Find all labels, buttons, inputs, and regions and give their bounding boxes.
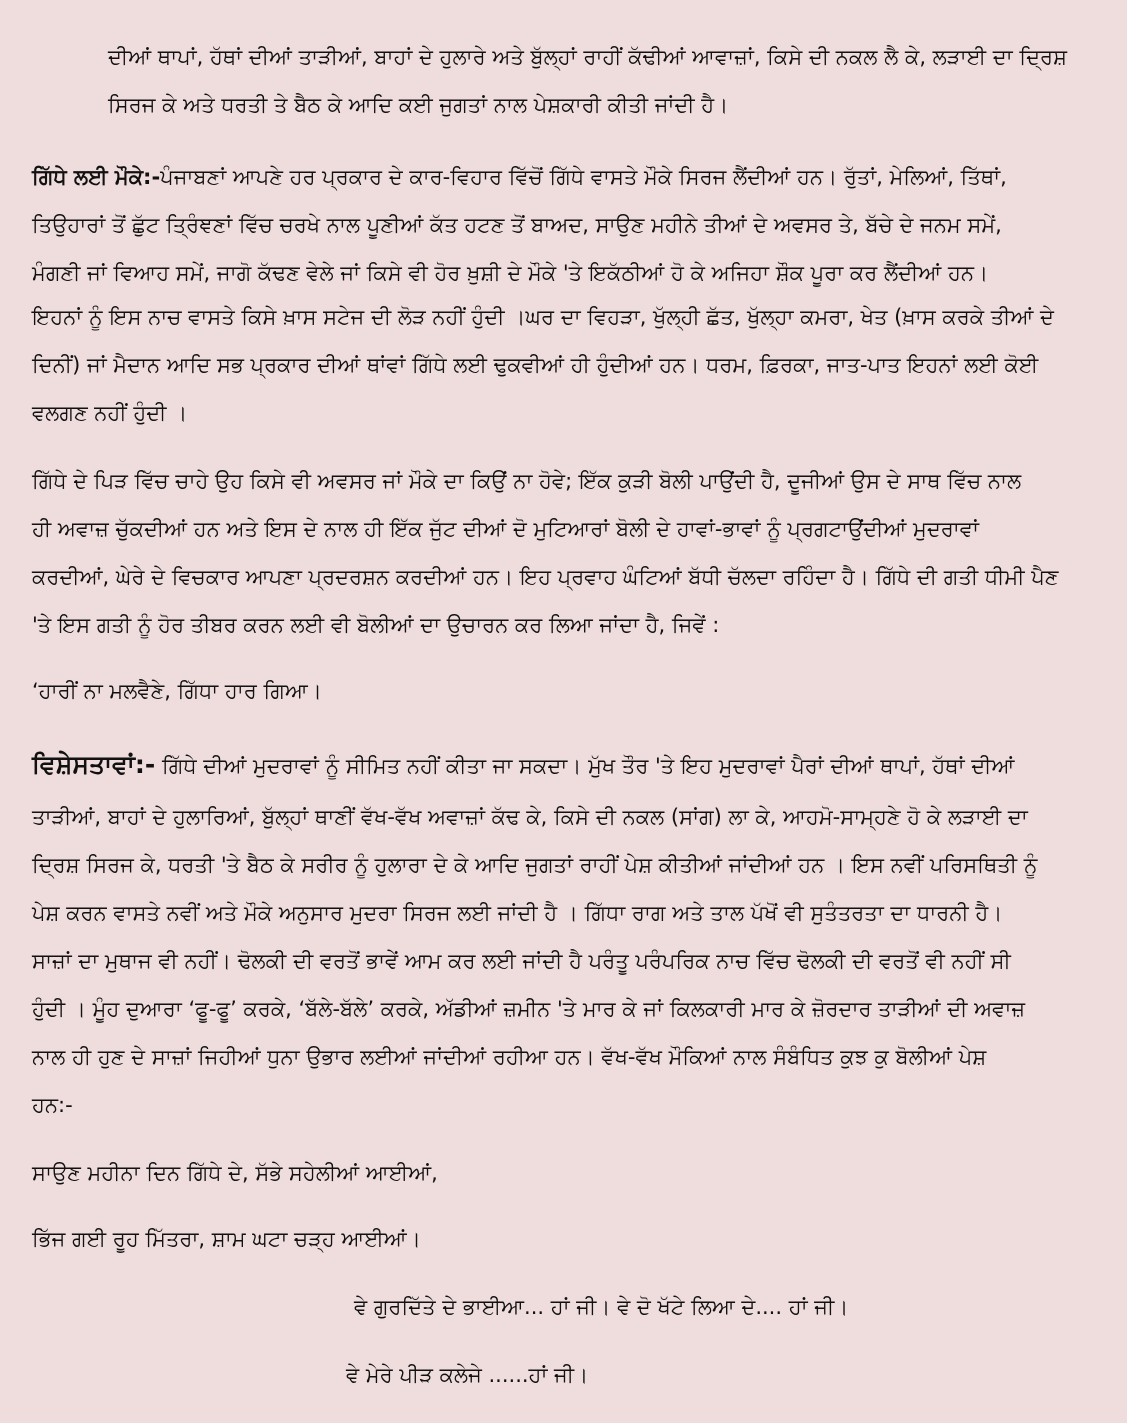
verse-line-3: ਵੇ ਗੁਰਦਿੱਤੇ ਦੇ ਭਾਈਆ... ਹਾਂ ਜੀ। ਵੇ ਦੋ ਖੱਟੇ ਲਿਆ ਦੇ.... ਹਾਂ ਜੀ। (354, 1295, 849, 1319)
occasions-line-5: ਦਿਨੀਂ) ਜਾਂ ਮੈਦਾਨ ਆਦਿ ਸਭ ਪ੍ਰਕਾਰ ਦੀਆਂ ਥਾਂਵਾਂ ਗਿੱਧੇ ਲਈ ਢੁਕਵੀਆਂ ਹੀ ਹੁੰਦੀਆਂ ਹਨ। ਧਰਮ, ਫ਼ਿਰਕਾ, ਜਾਤ-ਪਾਤ ਇਹਨਾਂ ਲਈ ਕੋਈ (32, 353, 1039, 377)
features-line-3: ਦ੍ਰਿਸ਼ ਸਿਰਜ ਕੇ, ਧਰਤੀ 'ਤੇ ਬੈਠ ਕੇ ਸਰੀਰ ਨੂੰ ਹੁਲਾਰਾ ਦੇ ਕੇ ਆਦਿ ਜੁਗਤਾਂ ਰਾਹੀਂ ਪੇਸ਼ ਕੀਤੀਆਂ ਜਾਂਦੀਆਂ ਹਨ । ਇਸ ਨਵੀਂ ਪਰਿਸਥਿਤੀ ਨੂੰ (32, 853, 1038, 877)
occasions-line-6: ਵਲਗਣ ਨਹੀਂ ਹੁੰਦੀ । (32, 401, 188, 425)
verse-line-2: ਭਿੱਜ ਗਈ ਰੂਹ ਮਿੱਤਰਾ, ਸ਼ਾਮ ਘਟਾ ਚੜ੍ਹ ਆਈਆਂ। (32, 1227, 421, 1251)
occasions-heading: ਗਿੱਧੇ ਲਈ ਮੌਕੇ:- (32, 165, 161, 189)
features-paragraph-line-1 (32, 750, 1014, 781)
intro-line-2: ਸਿਰਜ ਕੇ ਅਤੇ ਧਰਤੀ ਤੇ ਬੈਠ ਕੇ ਆਦਿ ਕਈ ਜੁਗਤਾਂ ਨਾਲ ਪੇਸ਼ਕਾਰੀ ਕੀਤੀ ਜਾਂਦੀ ਹੈ। (108, 93, 729, 117)
features-line-1-text: ਗਿੱਧੇ ਦੀਆਂ ਮੁਦਰਾਵਾਂ ਨੂੰ ਸੀਮਿਤ ਨਹੀਂ ਕੀਤਾ ਜਾ ਸਕਦਾ। ਮੁੱਖ ਤੌਰ 'ਤੇ ਇਹ ਮੁਦਰਾਵਾਂ ਪੈਰਾਂ ਦੀਆਂ ਥਾਪਾਂ, ਹੱਥਾਂ ਦੀਆਂ (161, 754, 1015, 778)
occasions-line-2: ਤਿਉਹਾਰਾਂ ਤੋਂ ਛੁੱਟ ਤ੍ਰਿੰਞਣਾਂ ਵਿੱਚ ਚਰਖੇ ਨਾਲ ਪੂਣੀਆਂ ਕੱਤ ਹਟਣ ਤੋਂ ਬਾਅਦ, ਸਾਉਣ ਮਹੀਨੇ ਤੀਆਂ ਦੇ ਅਵਸਰ ਤੇ, ਬੱਚੇ ਦੇ ਜਨਮ ਸਮੇਂ, (32, 213, 1002, 237)
features-line-7: ਨਾਲ ਹੀ ਹੁਣ ਦੇ ਸਾਜ਼ਾਂ ਜਿਹੀਆਂ ਧੁਨਾ ਉਭਾਰ ਲਈਆਂ ਜਾਂਦੀਆਂ ਰਹੀਆ ਹਨ। ਵੱਖ-ਵੱਖ ਮੌਕਿਆਂ ਨਾਲ ਸੰਬੰਧਿਤ ਕੁਝ ਕੁ ਬੋਲੀਆਂ ਪੇਸ਼ (32, 1045, 987, 1069)
features-line-6: ਹੁੰਦੀ । ਮੂੰਹ ਦੁਆਰਾ ‘ਫੂ-ਫੂ’ ਕਰਕੇ, ‘ਬੱਲੇ-ਬੱਲੇ’ ਕਰਕੇ, ਅੱਡੀਆਂ ਜ਼ਮੀਨ 'ਤੇ ਮਾਰ ਕੇ ਜਾਂ ਕਿਲਕਾਰੀ ਮਾਰ ਕੇ ਜ਼ੋਰਦਾਰ ਤਾੜੀਆਂ ਦੀ ਅਵਾਜ਼ (32, 997, 1026, 1021)
features-line-5: ਸਾਜ਼ਾਂ ਦਾ ਮੁਥਾਜ ਵੀ ਨਹੀਂ। ਢੋਲਕੀ ਦੀ ਵਰਤੋਂ ਭਾਵੇਂ ਆਮ ਕਰ ਲਈ ਜਾਂਦੀ ਹੈ ਪਰੰਤੂ ਪਰੰਪਰਿਕ ਨਾਚ ਵਿੱਚ ਢੋਲਕੀ ਦੀ ਵਰਤੋਂ ਵੀ ਨਹੀਂ ਸੀ (32, 949, 1011, 973)
features-line-8: ਹਨ:- (32, 1093, 73, 1117)
intro-line-1: ਦੀਆਂ ਥਾਪਾਂ, ਹੱਥਾਂ ਦੀਆਂ ਤਾੜੀਆਂ, ਬਾਹਾਂ ਦੇ ਹੁਲਾਰੇ ਅਤੇ ਬੁੱਲ੍ਹਾਂ ਰਾਹੀਂ ਕੱਢੀਆਂ ਆਵਾਜ਼ਾਂ, ਕਿਸੇ ਦੀ ਨਕਲ ਲੈ ਕੇ, ਲੜਾਈ ਦਾ ਦ੍ਰਿਸ਼ (108, 45, 1068, 69)
circle-line-1: ਗਿੱਧੇ ਦੇ ਪਿੜ ਵਿੱਚ ਚਾਹੇ ਉਹ ਕਿਸੇ ਵੀ ਅਵਸਰ ਜਾਂ ਮੌਕੇ ਦਾ ਕਿਉਂ ਨਾ ਹੋਵੇ; ਇੱਕ ਕੁੜੀ ਬੋਲੀ ਪਾਉਂਦੀ ਹੈ, ਦੂਜੀਆਂ ਉਸ ਦੇ ਸਾਥ ਵਿੱਚ ਨਾਲ (32, 469, 1022, 493)
quote-line: ‘ਹਾਰੀਂ ਨਾ ਮਲਵੈਣੇ, ਗਿੱਧਾ ਹਾਰ ਗਿਆ। (32, 679, 322, 703)
occasions-line-4: ਇਹਨਾਂ ਨੂੰ ਇਸ ਨਾਚ ਵਾਸਤੇ ਕਿਸੇ ਖ਼ਾਸ ਸਟੇਜ ਦੀ ਲੋੜ ਨਹੀਂ ਹੁੰਦੀ ।ਘਰ ਦਾ ਵਿਹੜਾ, ਖੁੱਲ੍ਹੀ ਛੱਤ, ਖੁੱਲ੍ਹਾ ਕਮਰਾ, ਖੇਤ (ਖ਼ਾਸ ਕਰਕੇ ਤੀਆਂ ਦੇ (32, 305, 1054, 329)
occasions-line-3: ਮੰਗਣੀ ਜਾਂ ਵਿਆਹ ਸਮੇਂ, ਜਾਗੋ ਕੱਢਣ ਵੇਲੇ ਜਾਂ ਕਿਸੇ ਵੀ ਹੋਰ ਖ਼ੁਸ਼ੀ ਦੇ ਮੌਕੇ 'ਤੇ ਇਕੱਠੀਆਂ ਹੋ ਕੇ ਅਜਿਹਾ ਸ਼ੌਕ ਪੂਰਾ ਕਰ ਲੈਂਦੀਆਂ ਹਨ। (32, 261, 989, 285)
circle-line-3: ਕਰਦੀਆਂ, ਘੇਰੇ ਦੇ ਵਿਚਕਾਰ ਆਪਣਾ ਪ੍ਰਦਰਸ਼ਨ ਕਰਦੀਆਂ ਹਨ। ਇਹ ਪ੍ਰਵਾਹ ਘੰਟਿਆਂ ਬੱਧੀ ਚੱਲਦਾ ਰਹਿੰਦਾ ਹੈ। ਗਿੱਧੇ ਦੀ ਗਤੀ ਧੀਮੀ ਪੈਣ (32, 565, 1059, 589)
occasions-line-1-text: ਪੰਜਾਬਣਾਂ ਆਪਣੇ ਹਰ ਪ੍ਰਕਾਰ ਦੇ ਕਾਰ-ਵਿਹਾਰ ਵਿੱਚੋਂ ਗਿੱਧੇ ਵਾਸਤੇ ਮੌਕੇ ਸਿਰਜ ਲੈਂਦੀਆਂ ਹਨ। ਰੁੱਤਾਂ, ਮੇਲਿਆਂ, ਤਿੱਥਾਂ, (160, 165, 1007, 189)
verse-line-1: ਸਾਉਣ ਮਹੀਨਾ ਦਿਨ ਗਿੱਧੇ ਦੇ, ਸੱਭੇ ਸਹੇਲੀਆਂ ਆਈਆਂ, (32, 1161, 438, 1185)
circle-line-2: ਹੀ ਅਵਾਜ਼ ਚੁੱਕਦੀਆਂ ਹਨ ਅਤੇ ਇਸ ਦੇ ਨਾਲ ਹੀ ਇੱਕ ਜੁੱਟ ਦੀਆਂ ਦੋ ਮੁਟਿਆਰਾਂ ਬੋਲੀ ਦੇ ਹਾਵਾਂ-ਭਾਵਾਂ ਨੂੰ ਪ੍ਰਗਟਾਉਂਦੀਆਂ ਮੁਦਰਾਵਾਂ (32, 517, 979, 541)
verse-line-4: ਵੇ ਮੇਰੇ ਪੀੜ ਕਲੇਜੇ ......ਹਾਂ ਜੀ। (346, 1363, 589, 1387)
features-line-4: ਪੇਸ਼ ਕਰਨ ਵਾਸਤੇ ਨਵੀਂ ਅਤੇ ਮੌਕੇ ਅਨੁਸਾਰ ਮੁਦਰਾ ਸਿਰਜ ਲਈ ਜਾਂਦੀ ਹੈ । ਗਿੱਧਾ ਰਾਗ ਅਤੇ ਤਾਲ ਪੱਖੋਂ ਵੀ ਸੁਤੰਤਰਤਾ ਦਾ ਧਾਰਨੀ ਹੈ। (32, 901, 1003, 925)
features-line-2: ਤਾੜੀਆਂ, ਬਾਹਾਂ ਦੇ ਹੁਲਾਰਿਆਂ, ਬੁੱਲ੍ਹਾਂ ਥਾਣੀਂ ਵੱਖ-ਵੱਖ ਅਵਾਜ਼ਾਂ ਕੱਢ ਕੇ, ਕਿਸੇ ਦੀ ਨਕਲ (ਸਾਂਗ) ਲਾ ਕੇ, ਆਹਮੋ-ਸਾਮ੍ਹਣੇ ਹੋ ਕੇ ਲੜਾਈ ਦਾ (32, 805, 1028, 829)
features-heading: ਵਿਸ਼ੇਸਤਾਵਾਂ:- (32, 750, 156, 779)
occasions-paragraph-line-1 (32, 162, 1007, 192)
circle-line-4: 'ਤੇ ਇਸ ਗਤੀ ਨੂੰ ਹੋਰ ਤੀਬਰ ਕਰਨ ਲਈ ਵੀ ਬੋਲੀਆਂ ਦਾ ਉਚਾਰਨ ਕਰ ਲਿਆ ਜਾਂਦਾ ਹੈ, ਜਿਵੇਂ : (32, 613, 720, 637)
